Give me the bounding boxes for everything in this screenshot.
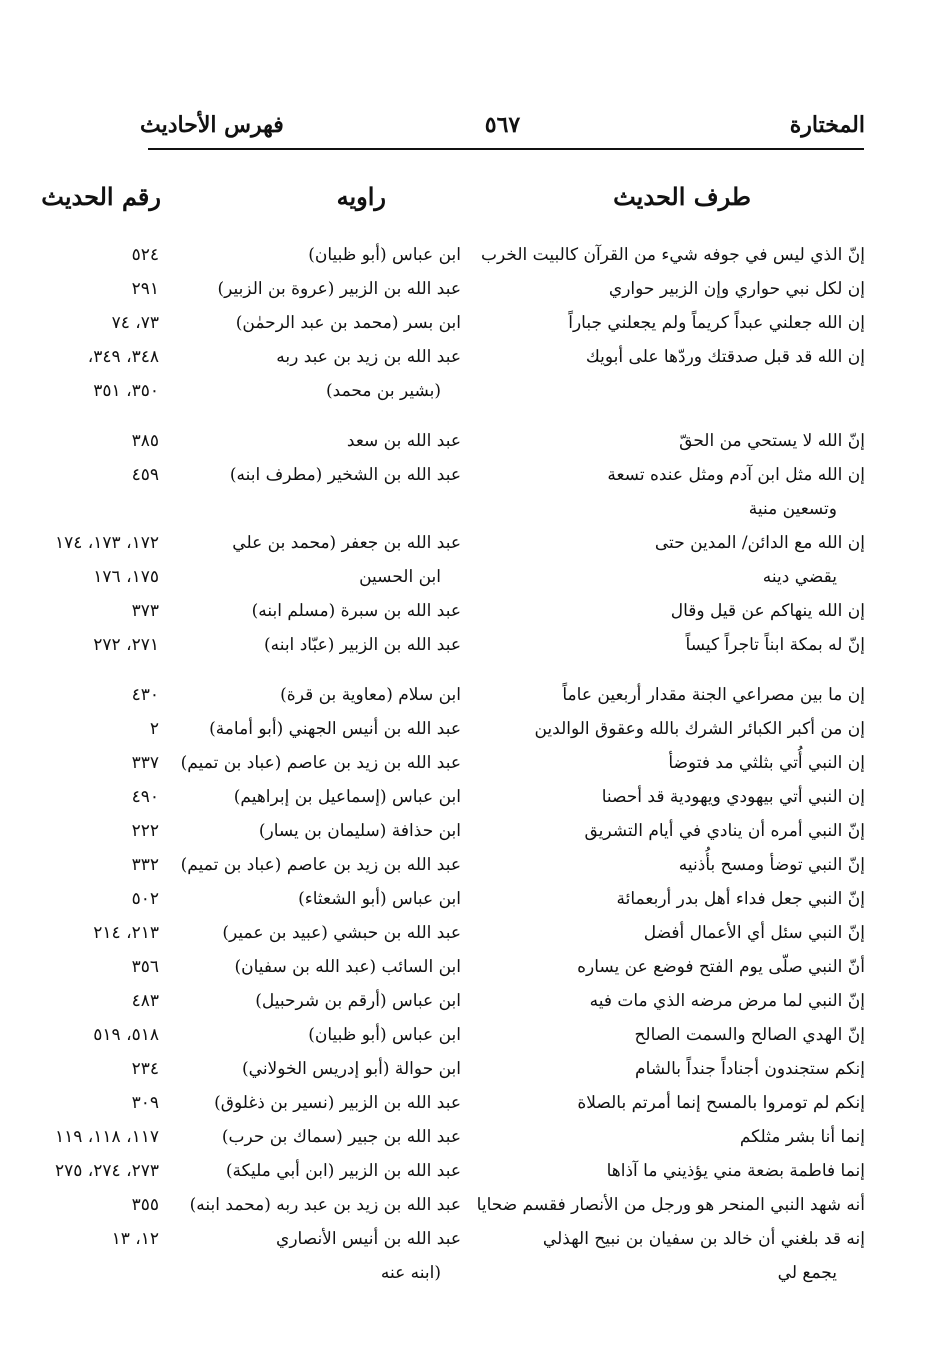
- hadith-number: ٣٥٦: [131, 957, 159, 977]
- table-row: [0, 311, 941, 345]
- table-row: [0, 989, 941, 1023]
- hadith-number: ٣٤٨، ٣٤٩،: [87, 347, 159, 367]
- hadith-text: إنّ له بمكة ابناً تاجراً كيساً: [685, 635, 865, 655]
- table-row: [0, 683, 941, 717]
- hadith-number: ٥٢٤: [131, 245, 159, 265]
- hadith-text: إنكم ستجندون أجناداً جنداً بالشام: [635, 1059, 865, 1079]
- table-row: [0, 429, 941, 463]
- rawi-text: عبد الله بن الزبير (عروة بن الزبير): [217, 279, 461, 299]
- index-title: فهرس الأحاديث: [140, 112, 284, 138]
- hadith-text: يقضي دينه: [762, 567, 837, 587]
- table-row: [0, 1023, 941, 1057]
- hadith-number: ٣٣٢: [131, 855, 159, 875]
- hadith-text: إن الله قد قبل صدقتك وردّها على أبويك: [585, 347, 865, 367]
- hadith-text: إن الله مع الدائن/ المدين حتى: [654, 533, 865, 553]
- rawi-text: عبد الله بن جبير (سماك بن حرب): [221, 1127, 461, 1147]
- table-row: [0, 1057, 941, 1091]
- hadith-text: إن الله جعلني عبداً كريماً ولم يجعلني جباراً: [568, 313, 865, 333]
- hadith-number: ١٧٥، ١٧٦: [93, 567, 159, 587]
- hadith-text: إنّ الذي ليس في جوفه شيء من القرآن كالبيت الخرب: [481, 245, 865, 265]
- rawi-text: ابن عباس (إسماعيل بن إبراهيم): [233, 787, 461, 807]
- table-row: [0, 379, 941, 413]
- hadith-text: إنما أنا بشر مثلكم: [739, 1127, 865, 1147]
- hadith-text: إنّ النبي أمره أن ينادي في أيام التشريق: [584, 821, 865, 841]
- table-row: [0, 277, 941, 311]
- hadith-number: ٢٢٢: [131, 821, 159, 841]
- rawi-text: عبد الله بن أنيس الجهني (أبو أمامة): [209, 719, 461, 739]
- rawi-text: عبد الله بن زيد بن عبد ربه: [276, 347, 461, 367]
- hadith-text: إنه قد بلغني أن خالد بن سفيان بن نبيح الهذلي: [542, 1229, 865, 1249]
- rawi-text: ابن عباس (أرقم بن شرحبيل): [255, 991, 461, 1011]
- hadith-text: إنّ النبي لما مرض مرضه الذي مات فيه: [589, 991, 865, 1011]
- hadith-number: ١١٧، ١١٨، ١١٩: [55, 1127, 159, 1147]
- hadith-text: إن الله ينهاكم عن قيل وقال: [670, 601, 865, 621]
- hadith-text: أنّ النبي صلّى يوم الفتح فوضع عن يساره: [577, 957, 865, 977]
- hadith-text: يجمع لي: [777, 1263, 837, 1283]
- rawi-text: عبد الله بن جعفر (محمد بن علي: [232, 533, 461, 553]
- hadith-number: ٣٥٠، ٣٥١: [93, 381, 159, 401]
- hadith-text: إن النبي أتي بيهودي ويهودية قد أحصنا: [601, 787, 865, 807]
- book-title: المختارة: [789, 112, 865, 138]
- table-row: [0, 463, 941, 497]
- column-header-rawi: راويه: [336, 182, 386, 211]
- table-row: [0, 243, 941, 277]
- page-number: ٥٦٧: [484, 112, 521, 138]
- rawi-text: (بشير بن محمد): [326, 381, 441, 401]
- hadith-number: ٣٠٩: [131, 1093, 159, 1113]
- index-table: [0, 243, 941, 1295]
- table-row: [0, 497, 941, 531]
- rawi-text: ابن الحسين: [359, 567, 441, 587]
- rawi-text: ابن حوالة (أبو إدريس الخولاني): [242, 1059, 461, 1079]
- hadith-text: إن من أكبر الكبائر الشرك بالله وعقوق الوالدين: [534, 719, 865, 739]
- rawi-text: عبد الله بن الزبير (ابن أبي مليكة): [225, 1161, 461, 1181]
- hadith-text: إن ما بين مصراعي الجنة مقدار أربعين عاماً: [562, 685, 865, 705]
- hadith-text: إن النبي أُتي بثلثي مد فتوضأ: [668, 753, 865, 773]
- rawi-text: عبد الله بن سبرة (مسلم ابنه): [251, 601, 461, 621]
- hadith-text: إنّ الله لا يستحي من الحقّ: [679, 431, 865, 451]
- table-row: [0, 921, 941, 955]
- hadith-number: ٢٣٤: [131, 1059, 159, 1079]
- hadith-text: إنّ النبي توضأ ومسح بأُذنيه: [678, 855, 865, 875]
- hadith-number: ٥١٨، ٥١٩: [93, 1025, 159, 1045]
- rawi-text: عبد الله بن زيد بن عبد ربه (محمد ابنه): [189, 1195, 461, 1215]
- hadith-number: ٢٧١، ٢٧٢: [93, 635, 159, 655]
- page-header: [140, 112, 865, 148]
- rawi-text: عبد الله بن حبشي (عبيد بن عمير): [222, 923, 461, 943]
- rawi-text: (ابنه عنه: [380, 1263, 441, 1283]
- table-row: [0, 599, 941, 633]
- hadith-number: ٣٥٥: [131, 1195, 159, 1215]
- hadith-number: ٣٣٧: [131, 753, 159, 773]
- hadith-number: ٤٨٣: [131, 991, 159, 1011]
- table-row: [0, 955, 941, 989]
- rawi-text: عبد الله بن أنيس الأنصاري: [276, 1229, 461, 1249]
- hadith-text: إنكم لم تومروا بالمسح إنما أمرتم بالصلاة: [577, 1093, 865, 1113]
- hadith-text: إنّ النبي سئل أي الأعمال أفضل: [643, 923, 865, 943]
- table-row: [0, 531, 941, 565]
- hadith-text: وتسعين منية: [748, 499, 837, 519]
- table-row: [0, 565, 941, 599]
- hadith-number: ٢١٣، ٢١٤: [93, 923, 159, 943]
- hadith-number: ٢٩١: [131, 279, 159, 299]
- rawi-text: عبد الله بن زيد بن عاصم (عباد بن تميم): [180, 753, 461, 773]
- rawi-text: عبد الله بن الزبير (نسير بن ذغلوق): [214, 1093, 461, 1113]
- hadith-number: ٤٣٠: [131, 685, 159, 705]
- table-row: [0, 819, 941, 853]
- hadith-number: ٣٨٥: [131, 431, 159, 451]
- rawi-text: ابن السائب (عبد الله بن سفيان): [234, 957, 461, 977]
- rawi-text: ابن سلام (معاوية بن قرة): [280, 685, 461, 705]
- hadith-number: ٧٣، ٧٤: [111, 313, 159, 333]
- hadith-number: ٤٩٠: [131, 787, 159, 807]
- table-row: [0, 751, 941, 785]
- table-row: [0, 1125, 941, 1159]
- column-header-number: رقم الحديث: [41, 182, 161, 211]
- rawi-text: ابن حذافة (سليمان بن يسار): [258, 821, 461, 841]
- table-row: [0, 1159, 941, 1193]
- rawi-text: عبد الله بن سعد: [346, 431, 461, 451]
- hadith-number: ٣٧٣: [131, 601, 159, 621]
- hadith-number: ٢٧٣، ٢٧٤، ٢٧٥: [55, 1161, 159, 1181]
- table-row: [0, 717, 941, 751]
- hadith-text: إنما فاطمة بضعة مني يؤذيني ما آذاها: [606, 1161, 865, 1181]
- table-row: [0, 853, 941, 887]
- column-header-hadith: طرف الحديث: [613, 182, 751, 211]
- table-row: [0, 785, 941, 819]
- table-row: [0, 345, 941, 379]
- table-row: [0, 1193, 941, 1227]
- hadith-number: ٤٥٩: [131, 465, 159, 485]
- table-row: [0, 887, 941, 921]
- table-row: [0, 1227, 941, 1261]
- rawi-text: عبد الله بن الشخير (مطرف ابنه): [229, 465, 461, 485]
- hadith-text: إنّ النبي جعل فداء أهل بدر أربعمائة: [616, 889, 865, 909]
- rawi-text: ابن عباس (أبو ظبيان): [308, 245, 461, 265]
- rawi-text: عبد الله بن الزبير (عبّاد ابنه): [263, 635, 461, 655]
- rawi-text: عبد الله بن زيد بن عاصم (عباد بن تميم): [180, 855, 461, 875]
- hadith-text: أنه شهد النبي المنحر هو ورجل من الأنصار فقسم ضحايا: [476, 1195, 865, 1215]
- hadith-text: إن الله مثل ابن آدم ومثل عنده تسعة: [607, 465, 865, 485]
- hadith-number: ٢: [149, 719, 159, 739]
- hadith-text: إن لكل نبي حواري وإن الزبير حواري: [608, 279, 865, 299]
- header-rule: [148, 148, 864, 150]
- hadith-number: ١٢، ١٣: [111, 1229, 159, 1249]
- hadith-text: إنّ الهدي الصالح والسمت الصالح: [634, 1025, 865, 1045]
- table-row: [0, 1261, 941, 1295]
- hadith-number: ٥٠٢: [131, 889, 159, 909]
- rawi-text: ابن بسر (محمد بن عبد الرحمٰن): [235, 313, 461, 333]
- table-row: [0, 633, 941, 667]
- rawi-text: ابن عباس (أبو الشعثاء): [298, 889, 461, 909]
- rawi-text: ابن عباس (أبو ظبيان): [308, 1025, 461, 1045]
- table-row: [0, 1091, 941, 1125]
- hadith-number: ١٧٢، ١٧٣، ١٧٤: [55, 533, 159, 553]
